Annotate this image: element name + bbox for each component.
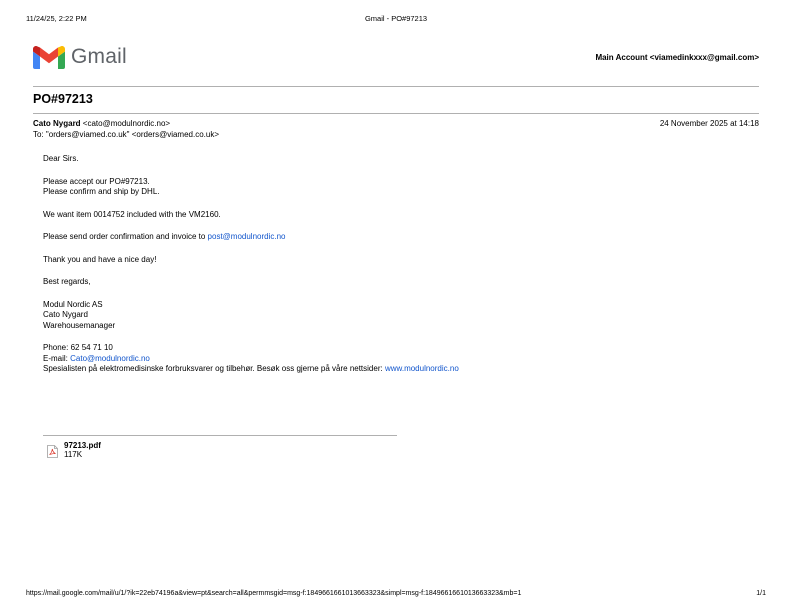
signature-title: Warehousemanager: [43, 320, 116, 330]
signature-email-link[interactable]: Cato@modulnordic.no: [70, 353, 150, 363]
signature-company: Modul Nordic AS: [43, 299, 103, 309]
email-body: [43, 154, 743, 387]
sender-name: Cato Nygard: [33, 119, 81, 128]
body-line: Please confirm and ship by DHL.: [43, 187, 160, 196]
attachment-meta: [64, 441, 101, 459]
signature-email-label: E-mail:: [43, 353, 71, 363]
print-header: [26, 14, 766, 26]
attachment-name[interactable]: 97213.pdf: [64, 441, 101, 450]
signature-specialist: Spesialisten på elektromedisinske forbruksvarer og tilbehør. Besøk oss gjerne på våre nettsider:: [43, 364, 385, 373]
header-divider: [33, 86, 759, 87]
greeting: Dear Sirs.: [43, 154, 79, 163]
pdf-file-icon: [47, 445, 58, 458]
gmail-logo[interactable]: [33, 43, 127, 71]
to-recipients: "orders@viamed.co.uk" <orders@viamed.co.uk>: [45, 130, 220, 139]
to-line: [33, 130, 219, 139]
from-line: [33, 119, 759, 128]
attachment-divider: [43, 435, 397, 436]
signature-phone: Phone: 62 54 71 10: [43, 343, 113, 352]
signature-name: Cato Nygard: [43, 310, 88, 319]
post-email-link[interactable]: post@modulnordic.no: [207, 232, 286, 241]
website-link[interactable]: www.modulnordic.no: [384, 364, 459, 373]
body-line: Thank you and have a nice day!: [43, 254, 157, 264]
account-label: Main Account <viamedinkxxx@gmail.com>: [595, 53, 759, 62]
page-number: 1/1: [756, 590, 766, 597]
email-subject: PO#97213: [33, 92, 93, 106]
closing: Best regards,: [43, 277, 91, 286]
body-line: Please send order confirmation and invoice to: [43, 232, 208, 241]
print-url: https://mail.google.com/mail/u/1/?ik=22eb74196a&view=pt&search=all&permmsgid=msg-f:1849661661013663323&simpl=msg-f:1849661661013663323&mb=1: [26, 590, 522, 597]
body-line: Please accept our PO#97213.: [43, 176, 150, 186]
print-title: Gmail - PO#97213: [364, 14, 428, 23]
sent-date: 24 November 2025 at 14:18: [659, 119, 759, 128]
subject-divider: [33, 113, 759, 114]
body-line: We want item 0014752 included with the VM2160.: [43, 209, 221, 219]
gmail-wordmark: Gmail: [71, 45, 127, 68]
attachment-size: 117K: [64, 450, 83, 459]
print-datetime: 11/24/25, 2:22 PM: [26, 14, 87, 23]
gmail-m-icon: [33, 45, 65, 69]
sender-email: <cato@modulnordic.no>: [82, 119, 171, 128]
attachment-item[interactable]: [47, 441, 101, 459]
to-label: To:: [33, 130, 44, 139]
